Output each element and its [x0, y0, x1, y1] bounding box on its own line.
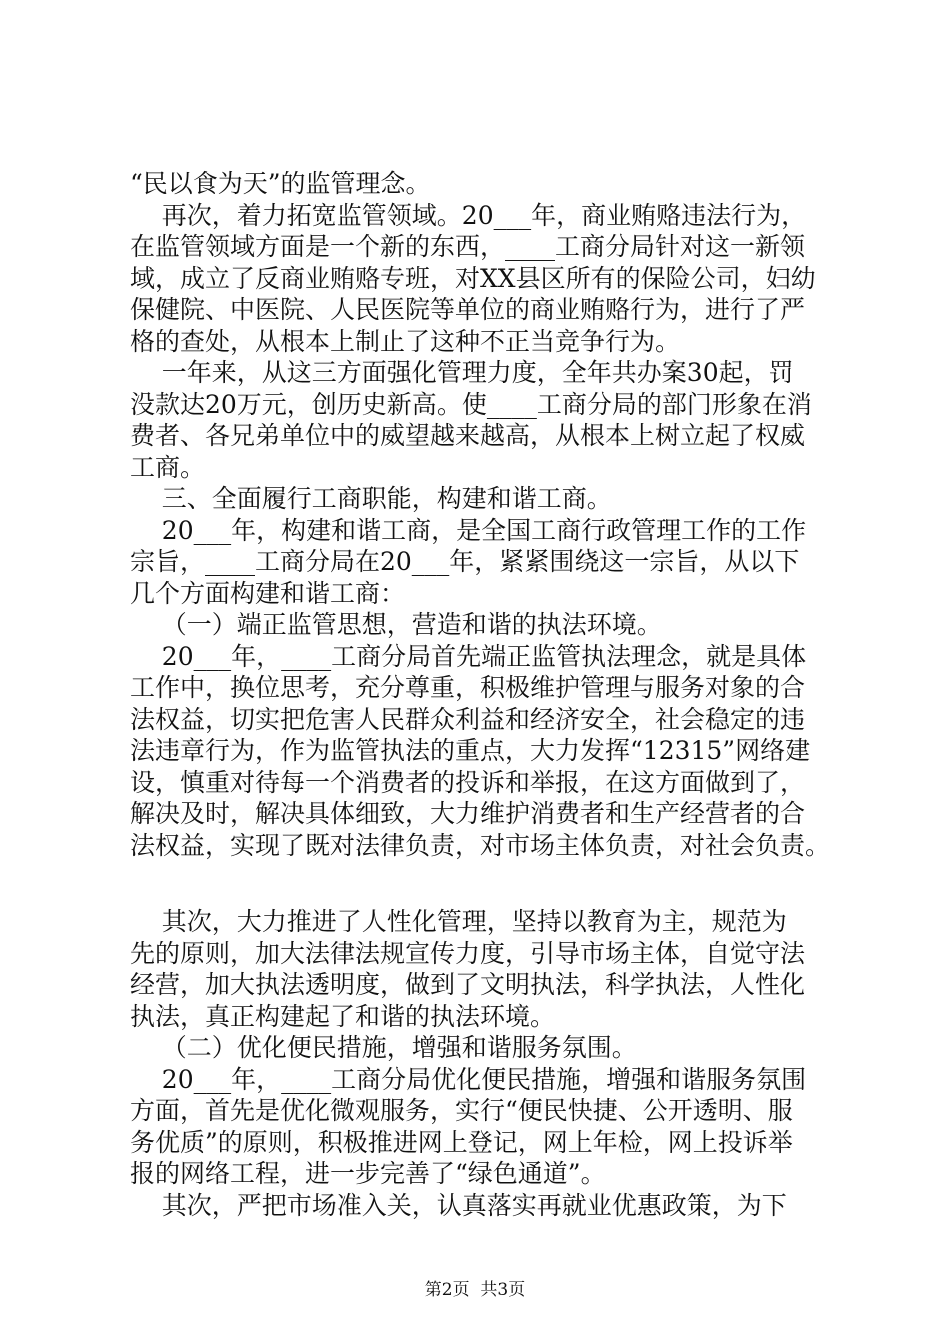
- subsection-heading: （二）优化便民措施，增强和谐服务氛围。: [130, 1033, 637, 1062]
- text-line: 经营，加大执法透明度，做到了文明执法，科学执法，人性化: [130, 970, 806, 999]
- subsection-heading: （一）端正监管思想，营造和谐的执法环境。: [130, 610, 662, 639]
- text-line: 其次，大力推进了人性化管理，坚持以教育为主，规范为: [130, 907, 787, 936]
- text-line: 20___年，____工商分局优化便民措施，增强和谐服务氛围: [130, 1064, 807, 1094]
- text-line: 20___年，____工商分局首先端正监管执法理念，就是具体: [130, 641, 807, 671]
- text-line: 方面，首先是优化微观服务，实行“便民快捷、公开透明、服: [130, 1096, 793, 1125]
- text-line: 格的查处，从根本上制止了这种不正当竞争行为。: [130, 326, 681, 356]
- text-line: 一年来，从这三方面强化管理力度，全年共办案30起，罚: [130, 358, 794, 387]
- text-line: 工作中，换位思考，充分尊重，积极维护管理与服务对象的合: [130, 673, 806, 702]
- text-line: 域，成立了反商业贿赂专班，对XX县区所有的保险公司，妇幼: [130, 263, 816, 293]
- text-line: 务优质”的原则，积极推进网上登记，网上年检，网上投诉举: [130, 1127, 793, 1157]
- text-line: 工商。: [130, 452, 206, 482]
- page-number-footer: 第2页 共3页: [424, 1280, 526, 1300]
- text-line: 几个方面构建和谐工商：: [130, 578, 406, 608]
- text-line: 执法，真正构建起了和谐的执法环境。: [130, 1001, 556, 1031]
- text-line: 20___年，构建和谐工商，是全国工商行政管理工作的工作: [130, 515, 807, 545]
- text-line: 宗旨，____工商分局在20___年，紧紧围绕这一宗旨，从以下: [130, 547, 800, 576]
- section-heading: 三、全面履行工商职能，构建和谐工商。: [130, 484, 612, 513]
- text-line: 解决及时，解决具体细致，大力维护消费者和生产经营者的合: [130, 799, 806, 828]
- text-line: 再次，着力拓宽监管领域。20___年，商业贿赂违法行为，: [130, 200, 807, 230]
- text-line: 保健院、中医院、人民医院等单位的商业贿赂行为，进行了严: [130, 295, 806, 324]
- text-line: “民以食为天”的监管理念。: [130, 169, 431, 198]
- text-line: 法违章行为，作为监管执法的重点，大力发挥“12315”网络建: [130, 736, 811, 765]
- text-line: 没款达20万元，创历史新高。使____工商分局的部门形象在消: [130, 389, 812, 419]
- text-line: 先的原则，加大法律法规宣传力度，引导市场主体，自觉守法: [130, 938, 806, 968]
- text-line: 法权益，切实把危害人民群众利益和经济安全，社会稳定的违: [130, 704, 806, 734]
- text-line: 报的网络工程，进一步完善了“绿色通道”。: [130, 1159, 606, 1188]
- text-line: 在监管领域方面是一个新的东西，____工商分局针对这一新领: [130, 232, 806, 261]
- text-line: 其次，严把市场准入关，认真落实再就业优惠政策，为下: [130, 1190, 787, 1220]
- text-line: 设，慎重对待每一个消费者的投诉和举报，在这方面做到了，: [130, 767, 806, 797]
- text-line: 法权益，实现了既对法律负责，对市场主体负责，对社会负责。: [130, 830, 831, 860]
- text-line: 费者、各兄弟单位中的威望越来越高，从根本上树立起了权威: [130, 421, 806, 450]
